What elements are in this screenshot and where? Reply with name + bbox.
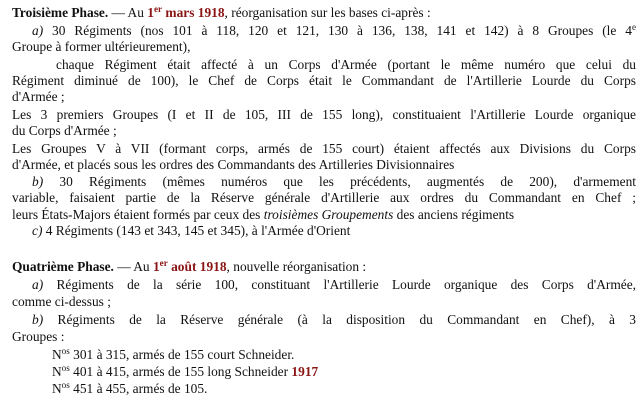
phase3-c-text1: 4 Régiments (143 et 343, 145 et 345), à l'Armée d'Orient: [42, 223, 351, 238]
phase3-b-line3-pre: leurs États-Majors étaient formés par ceux des: [12, 207, 264, 222]
phase4-date-rest: août 1918: [167, 259, 227, 274]
phase3-b-line3-post: des anciens régiments: [393, 207, 515, 222]
phase4-b-text1: Régiments de la Réserve générale (à la disposition du Commandant en Chef), à 3: [43, 312, 636, 327]
phase4-title: Quatrième Phase.: [12, 259, 114, 274]
phase4-a-text1: Régiments de la série 100, constituant l'Artillerie Lourde organique des Corps d'Armée,: [43, 277, 636, 292]
phase4-a-label: a): [32, 277, 44, 292]
phase3-a-line1: [32, 23, 636, 39]
phase3-groups-line4: d'Armée, et placés sous les ordres des Commandants des Artilleries Divisionnaires: [12, 157, 455, 172]
phase4-date: [153, 259, 227, 274]
phase4-a-line2: comme ci-dessus ;: [12, 294, 111, 309]
phase4-dash: — Au: [113, 259, 153, 274]
phase3-b-line2: variable, faisaient partie de la Réserve générale d'Artillerie aux ordres du Commandant en Chef ;: [12, 190, 636, 205]
phase4-item-2: [52, 364, 318, 380]
phase3-groups-line1: Les 3 premiers Groupes (I et II de 105, III de 155 long), constituaient l'Artillerie Lourde organique: [12, 107, 636, 122]
phase3-a-label: a): [32, 23, 44, 38]
phase4-intro: , nouvelle réorganisation :: [226, 259, 367, 274]
phase3-c-label: c): [32, 223, 43, 238]
item-1-text: 301 à 315, armés de 155 court Schneider.: [69, 347, 295, 362]
phase4-b-label: b): [32, 312, 44, 327]
phase3-a-line5: d'Armée ;: [12, 89, 65, 104]
phase3-title: Troisième Phase.: [12, 5, 109, 20]
phase3-b-line1: [32, 174, 636, 190]
phase3-b-line3-em: troisièmes Groupements: [263, 207, 394, 222]
phase3-intro: , réorganisation sur les bases ci-après :: [224, 5, 431, 20]
phase3-groups-line3: Les Groupes V à VII (formant corps, armés de 155 court) étaient affectés aux Divisions du Corps: [12, 141, 636, 156]
item-1-n: N: [52, 347, 62, 362]
phase3-a-sup: e: [631, 22, 636, 32]
phase3-day: 1: [147, 5, 154, 20]
phase4-b-line2: Groupes :: [12, 329, 65, 344]
phase4-a-line1: [32, 277, 636, 293]
phase4-day: 1: [152, 259, 160, 274]
phase4-day-sup: er: [159, 258, 168, 268]
phase3-day-sup: er: [153, 4, 163, 14]
item-2-n: N: [52, 364, 62, 379]
item-2-year: 1917: [291, 364, 319, 379]
item-1-sup: os: [61, 346, 70, 356]
item-3-text: 451 à 455, armés de 105.: [69, 381, 208, 396]
phase4-item-1: [52, 347, 294, 363]
phase3-date: [147, 5, 224, 20]
phase3-c-line1: [32, 223, 350, 239]
phase3-a-line2: Groupe à former ultérieurement),: [12, 39, 191, 54]
phase3-b-line3: [12, 207, 514, 223]
phase3-b-label: b): [32, 174, 44, 189]
item-2-sup: os: [61, 363, 70, 373]
phase3-a-text1: 30 Régiments (nos 101 à 118, 120 et 121, 130 à 136, 138, 141 et 142) à 8 Groupes (le 4: [43, 23, 632, 38]
item-3-sup: os: [61, 380, 70, 390]
phase3-a-line3: chaque Régiment était affecté à un Corps d'Armée (portant le même numéro que celui du: [56, 57, 636, 72]
phase3-date-rest: mars 1918: [162, 5, 225, 20]
phase3-groups-line2: du Corps d'Armée ;: [12, 123, 117, 138]
phase4-b-line1: [32, 312, 636, 328]
phase3-a-line4: Régiment diminué de 100), le Chef de Corps était le Commandant de l'Artillerie Lourde du Corps: [12, 73, 636, 88]
phase4-heading-line: [12, 259, 366, 275]
item-3-n: N: [52, 381, 62, 396]
item-2-text: 401 à 415, armés de 155 long Schneider: [69, 364, 292, 379]
phase3-heading-line: [12, 5, 431, 21]
phase4-item-3: [52, 381, 207, 397]
phase3-b-text1: 30 Régiments (mêmes numéros que les précédents, augmentés de 200), d'armement: [43, 174, 636, 189]
phase3-dash: — Au: [108, 5, 148, 20]
